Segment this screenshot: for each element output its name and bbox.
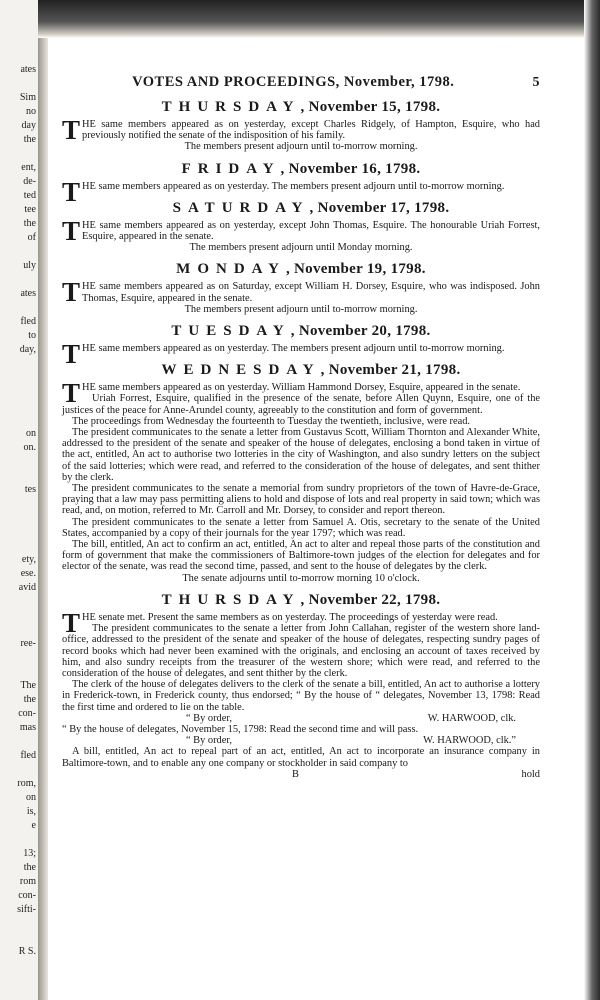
bleed-text-fragment: ates <box>20 64 36 75</box>
day-name: THURSDAY <box>161 591 301 608</box>
bleed-text-fragment: ese. <box>20 568 36 579</box>
proceedings-body <box>62 99 540 713</box>
signature-line-2 <box>62 735 540 746</box>
bleed-text-fragment: fled <box>20 750 36 761</box>
day-date: November 20, 1798. <box>298 323 431 340</box>
proceedings-paragraph: The president communicates to the senate a letter from Gustavus Scott, William Thornton and Alexander White, addressed to the president of the senate and speaker of the house of delegates, enclosing a bond taken in virtue of the act, entitled, An act to authorise two lotteries in the city of Washington, and also sundry letters on the subject of the said lotteries; which were read, and referred to the consideration of the house of delegates, and sent thither by the clerk. <box>62 427 540 483</box>
day-date: November 16, 1798. <box>288 160 421 177</box>
endorsement-2: “ By the house of delegates, November 15, 1798: Read the second time and will pass. <box>62 723 419 735</box>
proceedings-paragraph: The senate adjourns until to-morrow morning 10 o'clock. <box>182 572 420 584</box>
bleed-text-fragment: on <box>26 792 36 803</box>
bleed-text-fragment: 13; <box>23 848 36 859</box>
bleed-text-fragment: on. <box>23 442 36 453</box>
bleed-text-fragment: R S. <box>18 946 36 957</box>
day-name: TUESDAY <box>171 323 291 340</box>
bleed-text-fragment: on <box>26 428 36 439</box>
page-number: 5 <box>532 75 540 90</box>
proceedings-paragraph: The members present adjourn until to-morrow morning. <box>184 141 418 153</box>
bleed-text-fragment: of <box>27 232 36 243</box>
bleed-text-fragment: tee <box>24 204 36 215</box>
day-heading: THURSDAY, November 15, 1798. <box>161 99 441 115</box>
proceedings-paragraph: The clerk of the house of delegates delivers to the clerk of the senate a bill, entitled, An act to authorise a lottery in Frederick-town, in Frederick county, thus endorsed; “ By the house of “ delegates, November 13, 1798: Read the first time and ordered to lie on the table. <box>62 679 540 713</box>
bleed-text-fragment: e <box>31 820 36 831</box>
day-date: November 17, 1798. <box>317 199 450 216</box>
proceedings-paragraph: THE senate met. Present the same members as on yesterday. The proceedings of yesterday were read. <box>62 607 498 638</box>
day-date: November 15, 1798. <box>308 99 441 115</box>
day-name: WEDNESDAY <box>161 362 321 379</box>
bleed-text-fragment: con- <box>18 708 36 719</box>
day-heading: FRIDAY, November 16, 1798. <box>181 160 421 177</box>
day-date: November 19, 1798. <box>294 261 426 278</box>
proceedings-paragraph: The members present adjourn until Monday morning. <box>189 242 413 254</box>
proceedings-paragraph: Uriah Forrest, Esquire, qualified in the presence of the senate, before Allen Quynn, Esquire, one of the justices of the peace for Anne-Arundel county, agreeably to the constitution and form of government. <box>62 393 540 416</box>
proceedings-paragraph: The members present adjourn until to-morrow morning. <box>184 303 418 315</box>
proceedings-paragraph: The president communicates to the senate a letter from Samuel A. Otis, secretary to the senate of the United States, accompanied by a copy of their journals for the year 1797; which was read. <box>62 516 540 539</box>
signature-line-1 <box>62 713 540 724</box>
bleed-text-fragment: ates <box>20 288 36 299</box>
binding-gutter <box>38 0 48 1000</box>
bleed-text-fragment: the <box>23 862 36 873</box>
document-page <box>62 74 540 780</box>
day-date: November 21, 1798. <box>328 362 461 379</box>
adjacent-page-bleed <box>0 0 39 1000</box>
bleed-text-fragment: avid <box>18 582 36 593</box>
by-order-2: “ By order, <box>185 735 232 747</box>
bleed-text-fragment: The <box>20 680 36 691</box>
day-name: SATURDAY <box>172 199 310 216</box>
clerk-name-2: W. HARWOOD, clk.” <box>423 735 516 747</box>
bleed-text-fragment: no <box>26 106 36 117</box>
bleed-text-fragment: con- <box>18 890 36 901</box>
proceedings-paragraph: THE same members appeared as on yesterday, except Charles Ridgely, of Hampton, Esquire, who had previously notified the senate of the indisposition of his family. <box>62 115 540 145</box>
last-paragraph: A bill, entitled, An act to repeal part of an act, entitled, An act to incorporate an insurance company in Baltimore-town, and to enable any one company or stockholder in said company to <box>62 746 540 769</box>
bleed-text-fragment: day <box>21 120 36 131</box>
bleed-text-fragment: ted <box>23 190 36 201</box>
signature-mark: B <box>292 768 299 780</box>
bleed-text-fragment: tes <box>24 484 36 495</box>
proceedings-paragraph: THE same members appeared as on yesterday. The members present adjourn until to-morrow morning. <box>62 339 505 370</box>
proceedings-paragraph: The president communicates to the senate a memorial from sundry proprietors of the town of Havre-de-Grace, praying that a law may pass permitting aliens to hold and dispose of lots and real property in said town; which was read, and, on motion, referred to Mr. Carroll and Mr. Dorsey, to consider and report thereon. <box>62 483 540 517</box>
proceedings-paragraph: THE same members appeared as on yesterday. William Hammond Dorsey, Esquire, appeared in the senate. <box>62 378 521 409</box>
bleed-text-fragment: day, <box>19 344 36 355</box>
bleed-text-fragment: the <box>23 134 36 145</box>
day-heading: THURSDAY, November 22, 1798. <box>161 591 441 608</box>
proceedings-paragraph: The bill, entitled, An act to confirm an act, entitled, An act to alter and repeal those parts of the constitution and form of government that make the commissioners of Baltimore-town judges of the election for delegates and for elector of the senate, was read the second time, passed, and sent to the house of delegates by the clerk. <box>62 539 540 573</box>
bleed-text-fragment: sifti- <box>17 904 36 915</box>
bleed-text-fragment: ety, <box>21 554 36 565</box>
scan-right-edge <box>584 0 600 1000</box>
bleed-text-fragment: ent, <box>21 162 36 173</box>
day-heading: WEDNESDAY, November 21, 1798. <box>161 362 461 379</box>
day-name: FRIDAY <box>181 160 281 177</box>
scan-top-edge <box>38 0 600 38</box>
proceedings-paragraph: THE same members appeared as on yesterday. The members present adjourn until to-morrow morning. <box>62 176 505 207</box>
bleed-text-fragment: to <box>28 330 36 341</box>
bleed-text-fragment: the <box>23 694 36 705</box>
day-heading: TUESDAY, November 20, 1798. <box>171 323 431 340</box>
bleed-text-fragment: ree- <box>20 638 36 649</box>
running-head <box>62 74 540 91</box>
page-footer <box>62 769 540 780</box>
proceedings-paragraph: THE same members appeared as on yesterday, except John Thomas, Esquire. The honourable Uriah Forrest, Esquire, appeared in the senate. <box>62 215 540 246</box>
proceedings-paragraph: The president communicates to the senate a letter from John Callahan, register of the western shore land-office, addressed to the president of the senate and speaker of the house of delegates, respecting sundry pages of record books which had never been examined with the originals, and enclosing an account of taxes received by him, and also sundry receipts from the treasurer of the western shore; which were read, and referred to the consideration of the house of delegates, and sent thither by the clerk. <box>62 623 540 679</box>
bleed-text-fragment: de- <box>23 176 36 187</box>
bleed-text-fragment: fled <box>20 316 36 327</box>
day-heading: SATURDAY, November 17, 1798. <box>172 199 450 216</box>
bleed-text-fragment: the <box>23 218 36 229</box>
day-name: THURSDAY <box>161 99 301 115</box>
bleed-text-fragment: Sim <box>19 92 36 103</box>
clerk-name-1: W. HARWOOD, clk. <box>427 712 516 724</box>
bleed-text-fragment: mas <box>19 722 36 733</box>
catchword: hold <box>521 768 540 780</box>
running-head-title: VOTES AND PROCEEDINGS, November, 1798. <box>132 74 455 90</box>
proceedings-paragraph: The proceedings from Wednesday the fourteenth to Tuesday the twentieth, inclusive, were read. <box>72 415 471 427</box>
day-name: MONDAY <box>176 261 286 278</box>
bleed-text-fragment: ulу <box>23 260 36 271</box>
bleed-text-fragment: rom <box>19 876 36 887</box>
bleed-text-fragment: is, <box>26 806 36 817</box>
day-date: November 22, 1798. <box>308 591 441 608</box>
by-order-1: “ By order, <box>185 712 232 724</box>
day-heading: MONDAY, November 19, 1798. <box>176 261 426 278</box>
proceedings-paragraph: THE same members appeared as on Saturday, except William H. Dorsey, Esquire, who was indisposed. John Thomas, Esquire, appeared in the senate. <box>62 277 540 308</box>
bleed-text-fragment: rom, <box>17 778 36 789</box>
